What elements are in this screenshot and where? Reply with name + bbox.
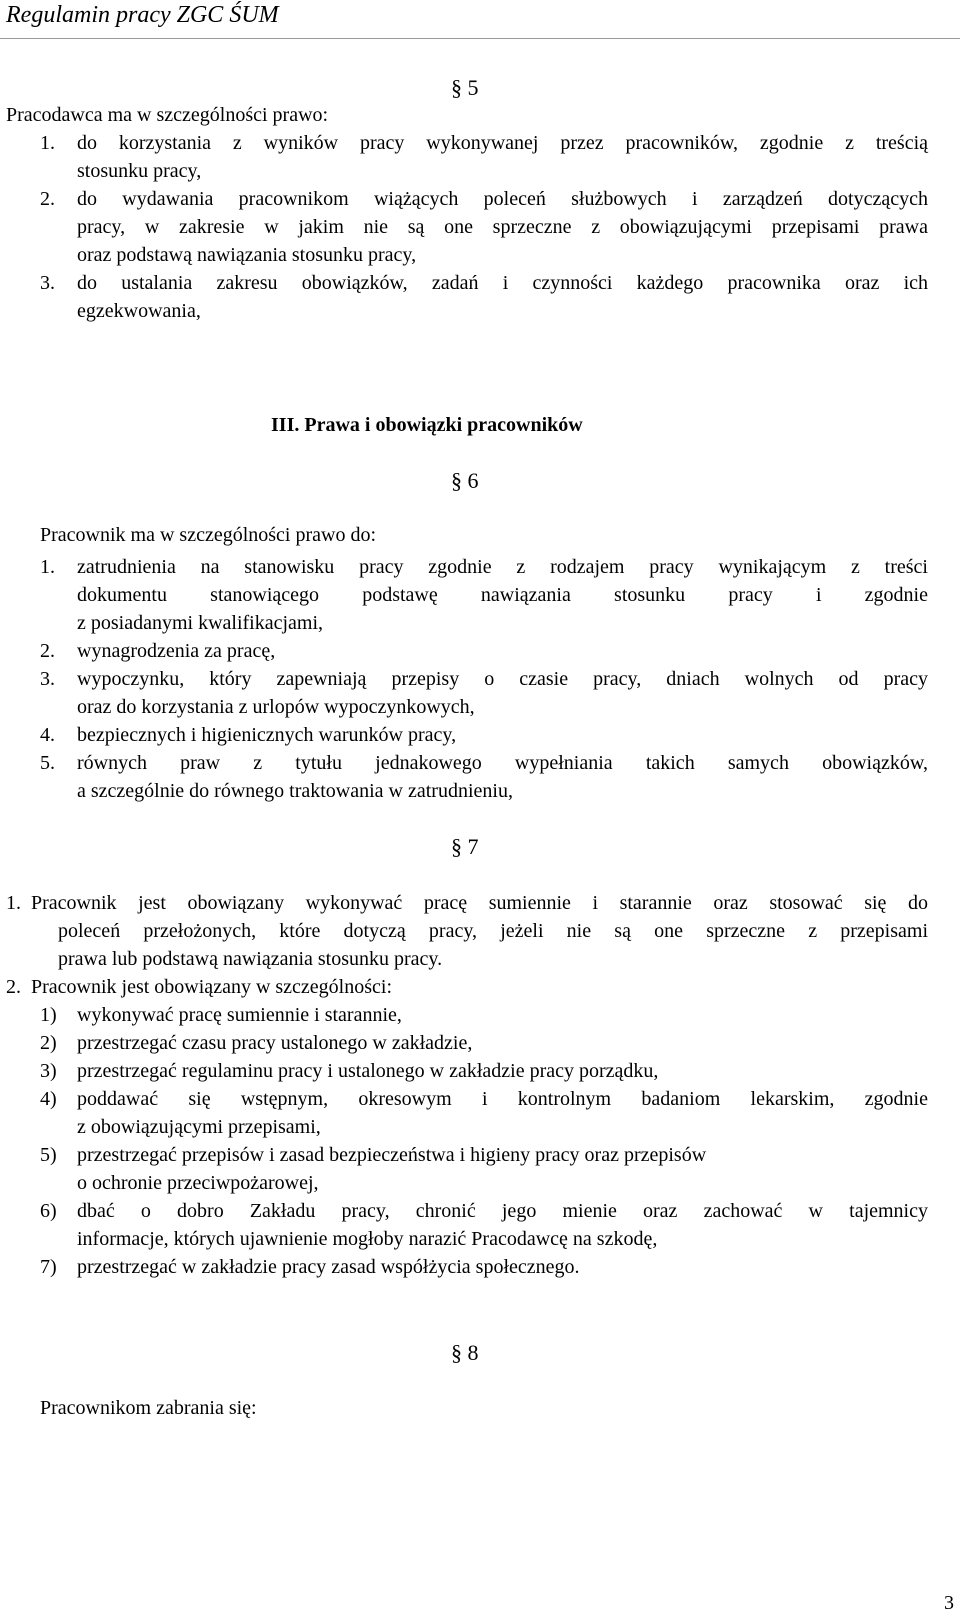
section-6-item-1-num: 1.	[40, 556, 55, 578]
section-7-p2-item-6-num: 6)	[40, 1200, 57, 1222]
section-5-item-3-num: 3.	[40, 272, 55, 294]
section-8-intro: Pracownikom zabrania się:	[40, 1397, 257, 1419]
section-6-item-1-line-3: z posiadanymi kwalifikacjami,	[77, 612, 324, 634]
section-5-item-1-num: 1.	[40, 132, 55, 154]
section-7-p2-item-6-line-1: dbać o dobro Zakładu pracy, chronić jego mienie oraz zachować w tajemnicy	[77, 1200, 928, 1222]
section-6-item-1-line-1: zatrudnienia na stanowisku pracy zgodnie z rodzajem pracy wynikającym z treści	[77, 556, 928, 578]
section-5-item-2-line-1: do wydawania pracownikom wiążących poleceń służbowych i zarządzeń dotyczących	[77, 188, 928, 210]
section-7-p2-num: 2.	[6, 976, 21, 998]
section-6-item-4-num: 4.	[40, 724, 55, 746]
section-5-item-2-num: 2.	[40, 188, 55, 210]
section-7-p2-intro: Pracownik jest obowiązany w szczególności:	[31, 976, 393, 998]
section-5-intro: Pracodawca ma w szczególności prawo:	[6, 104, 329, 126]
section-7-p2-item-5-line-1: przestrzegać przepisów i zasad bezpieczeństwa i higieny pracy oraz przepisów	[77, 1144, 707, 1166]
section-7-p2-item-3-num: 3)	[40, 1060, 57, 1082]
header-rule	[0, 38, 960, 39]
section-7-p1-line-2: poleceń przełożonych, które dotyczą pracy, jeżeli nie są one sprzeczne z przepisami	[58, 920, 928, 942]
section-7-p2-item-4-num: 4)	[40, 1088, 57, 1110]
section-5-item-1-line-1: do korzystania z wyników pracy wykonywanej przez pracowników, zgodnie z treścią	[77, 132, 928, 154]
section-7-p2-item-4-line-2: z obowiązującymi przepisami,	[77, 1116, 321, 1138]
section-7-p2-item-3-line-1: przestrzegać regulaminu pracy i ustalonego w zakładzie pracy porządku,	[77, 1060, 659, 1082]
section-5-item-2-line-2: pracy, w zakresie w jakim nie są one sprzeczne z obowiązującymi przepisami prawa	[77, 216, 928, 238]
section-6-item-2-line-1: wynagrodzenia za pracę,	[77, 640, 276, 662]
section-7-p2-item-6-line-2: informacje, których ujawnienie mogłoby narazić Pracodawcę na szkodę,	[77, 1228, 658, 1250]
section-5-item-1-line-2: stosunku pracy,	[77, 160, 202, 182]
section-5-item-3-line-2: egzekwowania,	[77, 300, 201, 322]
section-7-p2-item-4-line-1: poddawać się wstępnym, okresowym i kontrolnym badaniom lekarskim, zgodnie	[77, 1088, 928, 1110]
section-8-number: § 8	[451, 1340, 479, 1365]
section-7-p2-item-2-line-1: przestrzegać czasu pracy ustalonego w zakładzie,	[77, 1032, 473, 1054]
section-6-number: § 6	[451, 468, 479, 493]
section-6-item-1-line-2: dokumentu stanowiącego podstawę nawiązania stosunku pracy i zgodnie	[77, 584, 928, 606]
section-7-p2-item-2-num: 2)	[40, 1032, 57, 1054]
section-7-p1-line-3: prawa lub podstawą nawiązania stosunku pracy.	[58, 948, 443, 970]
section-6-item-2-num: 2.	[40, 640, 55, 662]
section-7-p1-line-1: Pracownik jest obowiązany wykonywać pracę sumiennie i starannie oraz stosować się do	[31, 892, 928, 914]
section-7-p1-num: 1.	[6, 892, 21, 914]
chapter-3-title: III. Prawa i obowiązki pracowników	[271, 414, 583, 436]
section-6-item-5-num: 5.	[40, 752, 55, 774]
section-7-p2-item-5-line-2: o ochronie przeciwpożarowej,	[77, 1172, 319, 1194]
page-number: 3	[944, 1592, 954, 1614]
document-header-title: Regulamin pracy ZGC ŚUM	[6, 2, 279, 28]
section-7-number: § 7	[451, 834, 479, 859]
section-6-item-3-line-2: oraz do korzystania z urlopów wypoczynkowych,	[77, 696, 475, 718]
section-6-item-5-line-1: równych praw z tytułu jednakowego wypełniania takich samych obowiązków,	[77, 752, 928, 774]
section-6-intro: Pracownik ma w szczególności prawo do:	[40, 524, 377, 546]
section-6-item-3-num: 3.	[40, 668, 55, 690]
section-5-item-3-line-1: do ustalania zakresu obowiązków, zadań i czynności każdego pracownika oraz ich	[77, 272, 928, 294]
section-5-number: § 5	[451, 75, 479, 100]
section-7-p2-item-7-num: 7)	[40, 1256, 57, 1278]
section-6-item-5-line-2: a szczególnie do równego traktowania w zatrudnieniu,	[77, 780, 513, 802]
section-7-p2-item-7-line-1: przestrzegać w zakładzie pracy zasad współżycia społecznego.	[77, 1256, 580, 1278]
section-6-item-4-line-1: bezpiecznych i higienicznych warunków pracy,	[77, 724, 457, 746]
section-5-item-2-line-3: oraz podstawą nawiązania stosunku pracy,	[77, 244, 417, 266]
section-7-p2-item-1-line-1: wykonywać pracę sumiennie i starannie,	[77, 1004, 402, 1026]
section-7-p2-item-5-num: 5)	[40, 1144, 57, 1166]
section-7-p2-item-1-num: 1)	[40, 1004, 57, 1026]
section-6-item-3-line-1: wypoczynku, który zapewniają przepisy o czasie pracy, dniach wolnych od pracy	[77, 668, 928, 690]
